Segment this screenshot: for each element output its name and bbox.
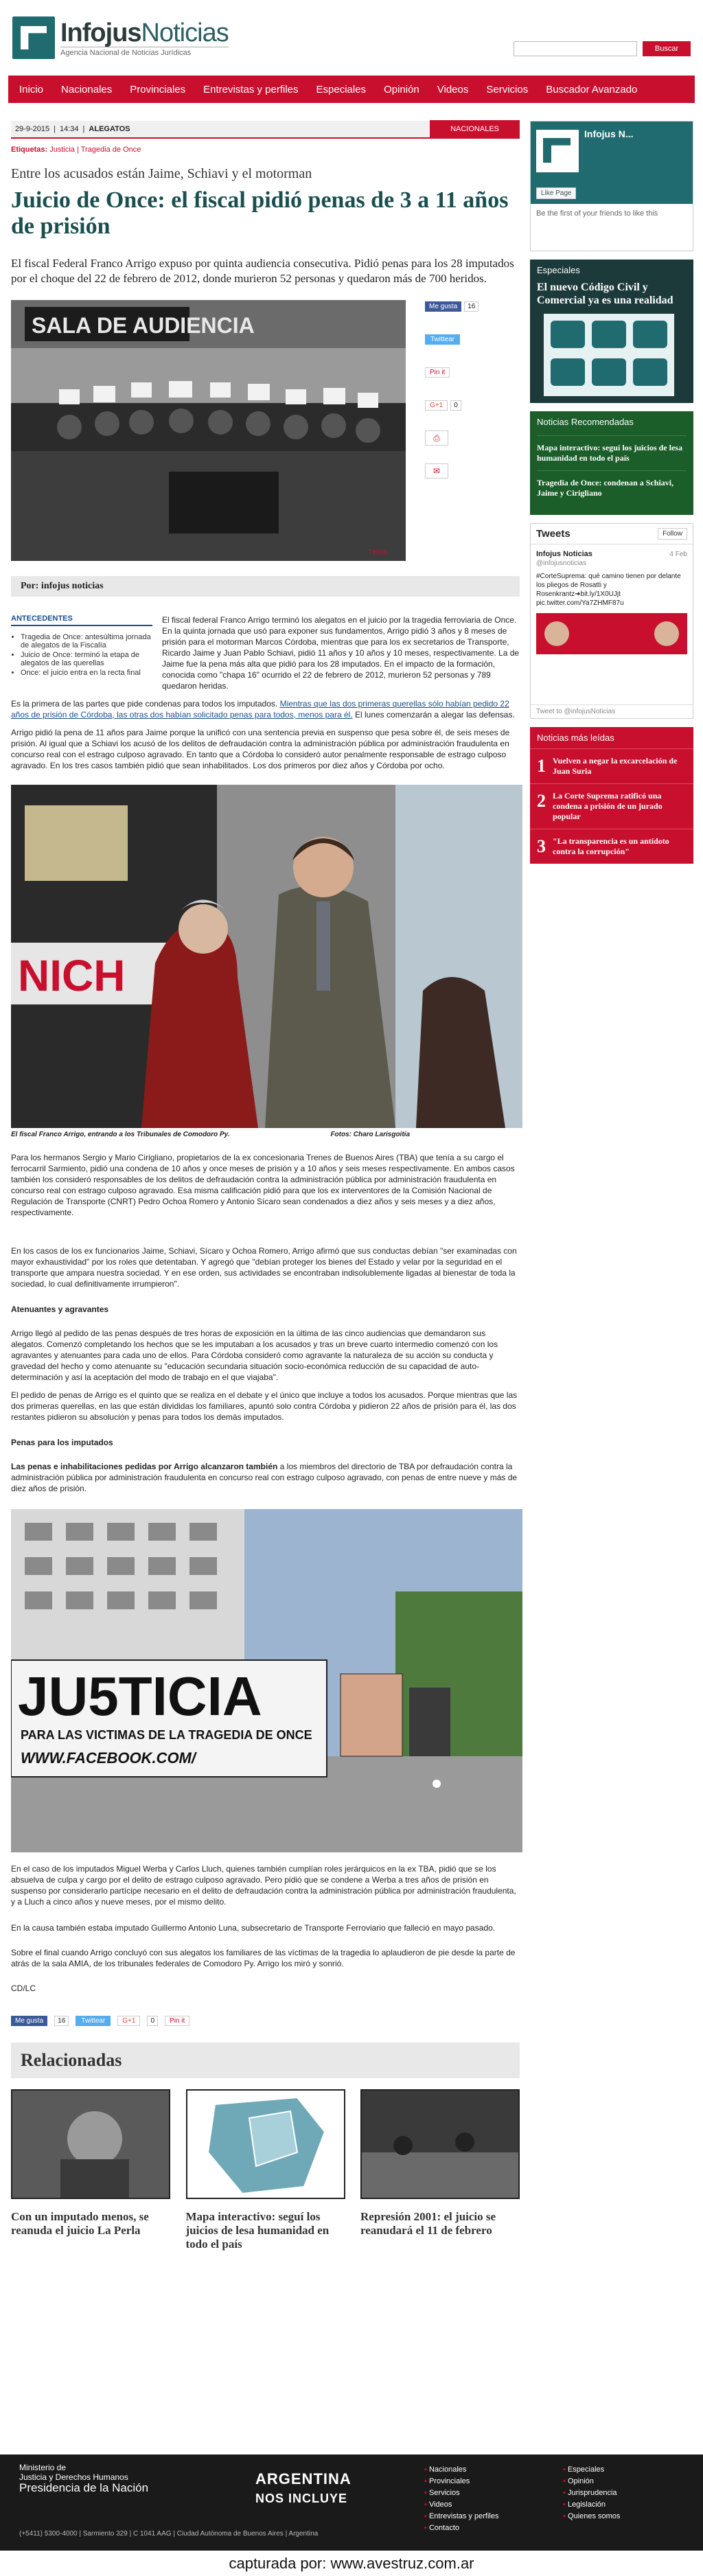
prosecutor-photo xyxy=(11,785,522,1128)
especiales-widget xyxy=(530,260,693,403)
paragraph: Para los hermanos Sergio y Mario Cirigliano, propietarios de la ex concesionaria Trenes de Buenos Aires (TBA) que tenía a su cargo el ferrocarril Sarmiento, pidió una condena de 10 años y once meses de prisión y a 10 años y seis meses respectivamente. En ambos casos también los consideró responsables de los delitos de defraudación contra la administración pública por administración fraudulenta en concurso real con estrago culposo agravado. Esa misma calificación pidió para que los ex interventores de la Comisión Nacional de Regulación de Transporte (CNRT) Pedro Ochoa Romero y Antonio Sícaro sean condenados a diez años y seis meses y a diez años, respectivamente. xyxy=(11,1153,515,1217)
mas-leida-title: "La transparencia es un antídoto contra la corrupción" xyxy=(553,836,669,856)
footer xyxy=(0,2454,703,2551)
paragraph: En los casos de los ex funcionarios Jaime, Schiavi, Sícaro y Ochoa Romero, Arrigo afirmó que sus conductas debían "ser examinadas con mayor exhaustividad" por los roles que detentaban. Y agregó que "debían proteger los bienes del Estado y velar por la seguridad en el transporte que ampara nuestra sociedad. Y en ese orden, sus actividades se encontraban indisolublemente ligadas al bienestar de toda la sociedad, lo cual definitivamente irrumpieron". xyxy=(11,1246,517,1289)
recomendadas-title: Noticias Recomendadas xyxy=(530,411,693,433)
footer-col-1 xyxy=(424,2464,498,2534)
antecedentes-box xyxy=(11,614,162,691)
related-image xyxy=(11,2089,170,2199)
nav-item[interactable]: Especiales xyxy=(316,83,367,95)
related-image xyxy=(186,2089,345,2199)
paragraph: Sobre el final cuando Arrigo concluyó con sus alegatos los familiares de las víctimas de la tragedia lo aplaudieron de pie desde la parte de atrás de la sala AMIA, de los tribunales federales de Comodoro Py. Arrigo los miró y sonrió. xyxy=(11,1948,516,1968)
share-column xyxy=(425,300,507,561)
main-nav xyxy=(8,76,695,103)
related-card-title: Represión 2001: el juicio se reanudará el 11 de febrero xyxy=(360,2210,496,2237)
footer-link[interactable]: ▪ Entrevistas y perfiles xyxy=(424,2511,498,2522)
banner-subtext: PARA LAS VICTIMAS DE LA TRAGEDIA DE ONCE xyxy=(21,1728,312,1742)
pin-button[interactable]: Pin it xyxy=(165,2016,189,2026)
paragraph: Arrigo pidió la pena de 11 años para Jaime porque la unificó con una sentencia previa en suspenso que pesa sobre él, de seis meses de prisión. Al igual que a Schiavi los acusó de los delitos de defraudación contra la administración pública por administración fraudulenta en concurso real con el estrago culposo agravado. En tanto que a Córdoba lo consideró autor penalmente responsable de estrago culposo agravado. En los tres casos también pidió que sean inhabilitados. Los dos primeros por diez años y Córdoba por ocho. xyxy=(11,728,510,770)
nav-item[interactable]: Provinciales xyxy=(130,83,186,95)
date-bar: 29-9-2015 | 14:34 | ALEGATOS NACIONALES xyxy=(11,121,520,139)
related-card-title: Con un imputado menos, se reanuda el juicio La Perla xyxy=(11,2210,149,2237)
twitter-follow-button[interactable]: Follow xyxy=(658,528,687,540)
related-card[interactable] xyxy=(360,2089,520,2251)
share-bar xyxy=(11,2016,520,2026)
tweets-title: Tweets xyxy=(536,528,571,540)
protest-photo xyxy=(11,1509,522,1852)
tag-link[interactable]: Tragedia de Once xyxy=(80,146,141,154)
search-input[interactable] xyxy=(514,41,637,56)
mas-leida-item[interactable] xyxy=(530,829,693,864)
paragraph: En el caso de los imputados Miguel Werba y Carlos Lluch, quienes también cumplían roles jerárquicos en la ex TBA, pidió que se los absuelva de culpa y cargo por el delito de estrago culposo agravado. Pero pidió que se condene a Werba a tres años de prisión en suspenso por considerarlo partícipe necesario en el delito de defraudación contra la administración pública por administración fraudulenta, y a Lluch a cinco años y nueve meses, por el mismo delito. xyxy=(11,1864,516,1907)
antecedente-link[interactable]: • Tragedia de Once: antesúltima jornada de alegatos de la Fiscalía xyxy=(21,633,152,649)
tweet-button[interactable]: Twittear xyxy=(425,334,460,345)
caption-left: El fiscal Franco Arrigo, entrando a los Tribunales de Comodoro Py. xyxy=(11,1131,230,1138)
footer-link[interactable]: ▪ Jurisprudencia xyxy=(563,2487,620,2499)
paragraph-text: Es la primera de las partes que pide condenas para todos los imputados. xyxy=(11,699,280,709)
fb-like-button[interactable]: Me gusta xyxy=(425,301,461,312)
subheading: Penas para los imputados xyxy=(11,1438,113,1447)
tweet-handle[interactable]: @infojusnoticias xyxy=(536,560,586,567)
tweet-to-link[interactable]: Tweet to @infojusNoticias xyxy=(531,704,693,718)
caption-right: Fotos: Charo Larisgoitia xyxy=(330,1131,410,1138)
tweet-image[interactable] xyxy=(536,613,687,657)
related-grid xyxy=(11,2089,520,2251)
search-box xyxy=(514,41,691,56)
footer-link[interactable]: ▪ Videos xyxy=(424,2499,498,2511)
gplus-count: 0 xyxy=(450,400,461,411)
site-logo[interactable] xyxy=(12,16,229,59)
rank-number: 1 xyxy=(537,756,546,776)
related-card-title: Mapa interactivo: seguí los juicios de lesa humanidad en todo el país xyxy=(185,2210,330,2251)
courtroom-photo xyxy=(11,300,406,561)
tag-link[interactable]: Justicia xyxy=(49,146,75,154)
byline: Por: infojus noticias xyxy=(11,576,520,597)
related-title: Relacionadas xyxy=(11,2043,520,2078)
paragraph-text: a los miembros del directorio de TBA por defraudación contra la administración pública por administración fraudulenta en concurso real con estrago culposo agravado, con penas de entre nueve y más de diez años de prisión. xyxy=(11,1462,518,1493)
especiales-title: Especiales xyxy=(530,260,693,281)
gplus-button[interactable]: G+1 xyxy=(425,400,448,411)
nav-item[interactable]: Nacionales xyxy=(61,83,113,95)
footer-link[interactable]: ▪ Servicios xyxy=(424,2487,498,2499)
email-icon[interactable]: ✉ xyxy=(425,463,448,479)
related-card[interactable] xyxy=(11,2089,170,2251)
header xyxy=(8,0,695,76)
footer-link[interactable]: ▪ Provinciales xyxy=(424,2476,498,2487)
fb-avatar-icon xyxy=(536,130,579,172)
nav-item[interactable]: Buscador Avanzado xyxy=(546,83,638,95)
antecedente-link[interactable]: • Once: el juicio entra en la recta final xyxy=(21,669,152,677)
paragraph: Arrigo llegó al pedido de las penas después de tres horas de exposición en la última de las cinco audiencias que demandaron sus alegatos. Comenzó completando los hechos que se les imputaban a los acusados y tras un breve cuarto intermedio comenzó con los agravantes y atenuantes para cada uno de ellos. Para Córdoba consideró como agravante la naturaleza de su acción su conducta y gravedad del hecho y como atenuante su "educación secundaria situación socio-económica reducción de su capacidad de auto-determinación y así la aceptación del modo de trabajo en el que viajaba". xyxy=(11,1329,498,1382)
print-icon[interactable]: ⎙ xyxy=(425,430,448,446)
fb-count: 16 xyxy=(54,2016,69,2026)
article xyxy=(8,121,520,2251)
logo-title-b: Noticias xyxy=(141,18,229,47)
fb-text: Be the first of your friends to like this xyxy=(536,209,658,218)
mas-leida-item[interactable] xyxy=(530,748,693,783)
article-time: 14:34 xyxy=(60,125,79,133)
article-date: 29-9-2015 xyxy=(15,125,50,133)
tweet-text: #CorteSuprema: qué camino tienen por delante los pliegos de Rosatti y Rosenkrantz➜bit.ly/1X0UJjt pic.twitter.com/Ya7ZHMF87u xyxy=(536,573,681,607)
footer-link[interactable]: ▪ Opinión xyxy=(563,2476,620,2487)
footer-col-2 xyxy=(563,2464,620,2522)
gplus-button[interactable]: G+1 xyxy=(117,2016,140,2026)
photo-caption xyxy=(11,1131,520,1138)
kicker: Entre los acusados están Jaime, Schiavi y el motorman xyxy=(11,166,312,181)
rank-number: 3 xyxy=(537,836,546,856)
footer-link[interactable]: ▪ Contacto xyxy=(424,2522,498,2534)
related-card[interactable] xyxy=(186,2089,345,2251)
mas-leida-item[interactable] xyxy=(530,783,693,829)
lead: El fiscal Federal Franco Arrigo expuso por quinta audiencia consecutiva. Pidió penas para los 28 imputados por el choque del 22 de febrero de 2012, donde murieron 52 personas y quedaron más de 700 heridos. xyxy=(11,257,514,285)
paragraph-text: El lunes comenzarán a alegar las defensas. xyxy=(352,710,515,720)
banner-text: JU5TICIA xyxy=(18,1666,262,1727)
nav-item[interactable]: Videos xyxy=(437,83,469,95)
recomendada-link[interactable]: Mapa interactivo: seguí los juicios de lesa humanidad en todo el país xyxy=(537,435,687,470)
mas-leida-title: Vuelven a negar la excarcelación de Juan Suria xyxy=(553,756,678,776)
capture-credit: capturada por: www.avestruz.com.ar xyxy=(0,2551,703,2576)
footer-link[interactable]: ▪ Legislación xyxy=(563,2499,620,2511)
paragraph: El fiscal federal Franco Arrigo terminó los alegatos en el juicio por la tragedia ferroviaria de Once. En la quinta jornada que usó para exponer sus fundamentos, Arrigo pidió 3 años y 8 meses de prisión para el motorman Marcos Córdoba, mientras que para los ex secretarios de Transporte, Ricardo Jaime y Juan Pablo Schiavi, pidió 11 años y 10 años y 10 meses, respectivamente. La de Jaime fue la pena más alta que pidió para los 28 imputados. En el impacto de la formación, conocida como "chapa 16" ocurrido el 22 de febrero de 2012, murieron 52 personas y 789 quedaron heridas. xyxy=(162,615,520,691)
tweet xyxy=(531,544,693,663)
fb-like-page-button[interactable]: Like Page xyxy=(536,187,576,199)
twitter-widget xyxy=(530,523,693,719)
tweet-date: 4 Feb xyxy=(669,551,687,558)
mas-leidas-title: Noticias más leídas xyxy=(530,727,693,748)
mas-leida-title: La Corte Suprema ratificó una condena a prisión de un jurado popular xyxy=(553,791,662,821)
logo-subtitle: Agencia Nacional de Noticias Jurídicas xyxy=(60,47,229,57)
argentina-text: ARGENTINA xyxy=(255,2470,352,2487)
recomendada-link[interactable]: Tragedia de Once: condenan a Schiavi, Jaime y Cirigliano xyxy=(537,470,687,505)
recomendadas-widget xyxy=(530,411,693,515)
facebook-widget xyxy=(530,121,693,251)
presidency: Presidencia de la Nación xyxy=(19,2481,149,2494)
gplus-count: 0 xyxy=(147,2016,158,2026)
paragraph: El pedido de penas de Arrigo es el quinto que se realiza en el debate y el único que incluye a todos los acusados. Porque mientras que las dos primeras querellas, en las que están divididas los familiares, apuntó solo contra Córdoba y pidieron 22 años de prisión para él, las dos restantes pidieron su absolución y penas para todos los demás imputados. xyxy=(11,1390,518,1422)
ministry-line-1: Ministerio de xyxy=(19,2463,67,2472)
logo-icon xyxy=(12,16,55,59)
rank-number: 2 xyxy=(537,791,546,811)
related-image xyxy=(360,2089,520,2199)
ministry-line-2: Justicia y Derechos Humanos xyxy=(19,2472,128,2482)
nav-item[interactable]: Inicio xyxy=(19,83,44,95)
inline-link[interactable]: Mientras que las dos primeras querellas sólo habían pedido 22 años de prisión de Córdoba, las otras dos habían solicitado penas para todos, menos para él. xyxy=(11,699,509,720)
antecedentes-title: ANTECEDENTES xyxy=(11,614,152,626)
footer-link[interactable]: ▪ Quienes somos xyxy=(563,2511,620,2522)
footer-address: (+5411) 5300-4000 | Sarmiento 329 | C 1041 AAG | Ciudad Autónoma de Buenos Aires | Argentina xyxy=(19,2530,319,2538)
nos-incluye-text: NOS INCLUYE xyxy=(255,2492,348,2505)
logo-title-a: Infojus xyxy=(60,18,141,47)
signature: CD/LC xyxy=(11,1983,36,1993)
paragraph-bold: Las penas e inhabilitaciones pedidas por Arrigo alcanzaron también xyxy=(11,1462,278,1471)
tags: Etiquetas: Justicia | Tragedia de Once xyxy=(11,146,141,154)
paragraph xyxy=(11,1461,520,1494)
footer-link[interactable]: ▪ Nacionales xyxy=(424,2464,498,2476)
banner-url: WWW.FACEBOOK.COM/ xyxy=(21,1749,196,1767)
footer-ministry[interactable] xyxy=(19,2463,148,2493)
photo-sign-text: SALA DE AUDIENCIA xyxy=(32,313,255,338)
mas-leidas-widget xyxy=(530,727,693,864)
section-badge[interactable]: NACIONALES xyxy=(430,120,520,138)
nav-item[interactable]: Opinión xyxy=(384,83,419,95)
paragraph xyxy=(11,698,520,720)
antecedente-link[interactable]: • Juicio de Once: terminó la etapa de alegatos de las querellas xyxy=(21,651,152,667)
argentina-logo xyxy=(255,2470,352,2508)
headline: Juicio de Once: el fiscal pidió penas de 3 a 11 años de prisión xyxy=(11,187,509,239)
tweet-button[interactable]: Twittear xyxy=(76,2016,111,2026)
photo-credit: Télam xyxy=(368,549,387,556)
fb-page-name[interactable]: Infojus N... xyxy=(584,128,634,139)
sidebar xyxy=(530,121,693,2251)
article-section: ALEGATOS xyxy=(89,125,130,133)
nav-item[interactable]: Entrevistas y perfiles xyxy=(203,83,299,95)
fb-count: 16 xyxy=(464,301,479,312)
tags-label: Etiquetas: xyxy=(11,146,48,154)
pin-button[interactable]: Pin it xyxy=(425,367,450,378)
tweet-author[interactable]: Infojus Noticias xyxy=(536,550,592,558)
search-button[interactable]: Buscar xyxy=(643,41,691,56)
especiales-image[interactable] xyxy=(544,314,674,396)
paragraph: En la causa también estaba imputado Guillermo Antonio Luna, subsecretario de Transporte Ferroviario que falleció en mayo pasado. xyxy=(11,1923,496,1933)
footer-link[interactable]: ▪ Especiales xyxy=(563,2464,620,2476)
nav-item[interactable]: Servicios xyxy=(486,83,529,95)
especiales-item[interactable]: El nuevo Código Civil y Comercial ya es una realidad xyxy=(537,281,673,306)
fb-like-button[interactable]: Me gusta xyxy=(11,2016,47,2026)
subheading: Atenuantes y agravantes xyxy=(11,1304,109,1314)
photo-sign-text: NICH xyxy=(18,951,126,1000)
